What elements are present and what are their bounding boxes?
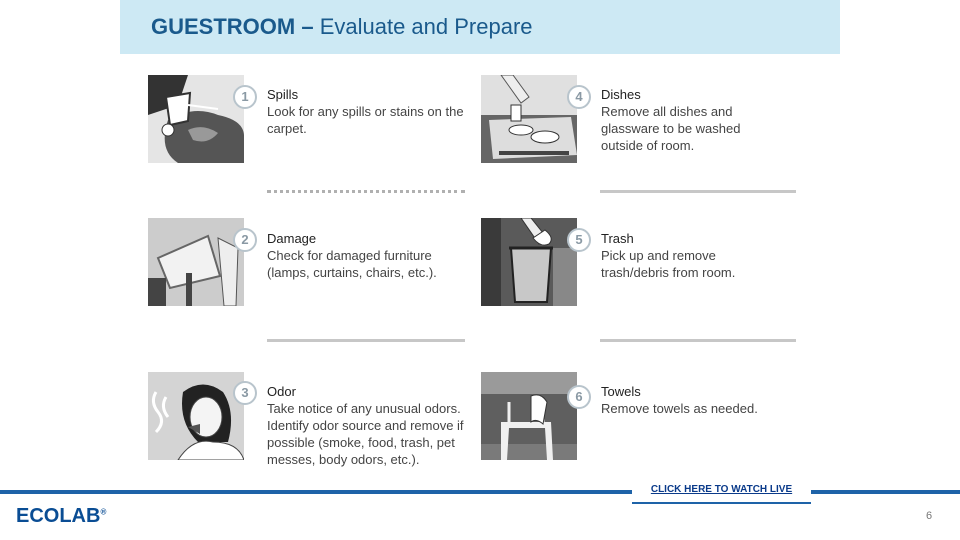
step-number-2: 2 [233,228,257,252]
spill-illustration [148,75,244,163]
separator [600,190,796,193]
page-number: 6 [926,510,933,522]
item-title: Dishes [601,87,641,102]
footer-divider [0,490,960,494]
separator [267,339,465,342]
item-description: Check for damaged furniture (lamps, curtains, chairs, etc.). [267,248,437,280]
item-title: Spills [267,87,299,102]
item-odor [267,383,467,468]
damage-illustration [148,218,244,306]
item-description: Take notice of any unusual odors. Identify odor source and remove if possible (smoke, food, trash, pet messes, body odors, etc.). [267,401,464,467]
item-title: Odor [267,384,296,399]
item-dishes [601,86,781,154]
item-trash [601,230,781,281]
item-towels [601,383,781,417]
separator [600,339,796,342]
item-title: Towels [601,384,641,399]
item-damage [267,230,467,281]
step-number-4: 4 [567,85,591,109]
item-title: Trash [601,231,634,246]
towels-illustration [481,372,577,460]
ecolab-logo: ECOLAB® [16,505,107,527]
dishes-illustration [481,75,577,163]
item-spills [267,86,467,137]
item-description: Pick up and remove trash/debris from room. [601,248,736,280]
page-title: GUESTROOM – Evaluate and Prepare [151,14,533,39]
item-description: Remove towels as needed. [601,401,758,416]
trash-illustration [481,218,577,306]
item-description: Remove all dishes and glassware to be washed outside of room. [601,104,741,153]
item-description: Look for any spills or stains on the carpet. [267,104,464,136]
step-number-5: 5 [567,228,591,252]
step-number-1: 1 [233,85,257,109]
step-number-6: 6 [567,385,591,409]
watch-live-link[interactable]: CLICK HERE TO WATCH LIVE [632,478,811,504]
odor-illustration [148,372,244,460]
step-number-3: 3 [233,381,257,405]
separator [267,190,465,193]
item-title: Damage [267,231,317,246]
